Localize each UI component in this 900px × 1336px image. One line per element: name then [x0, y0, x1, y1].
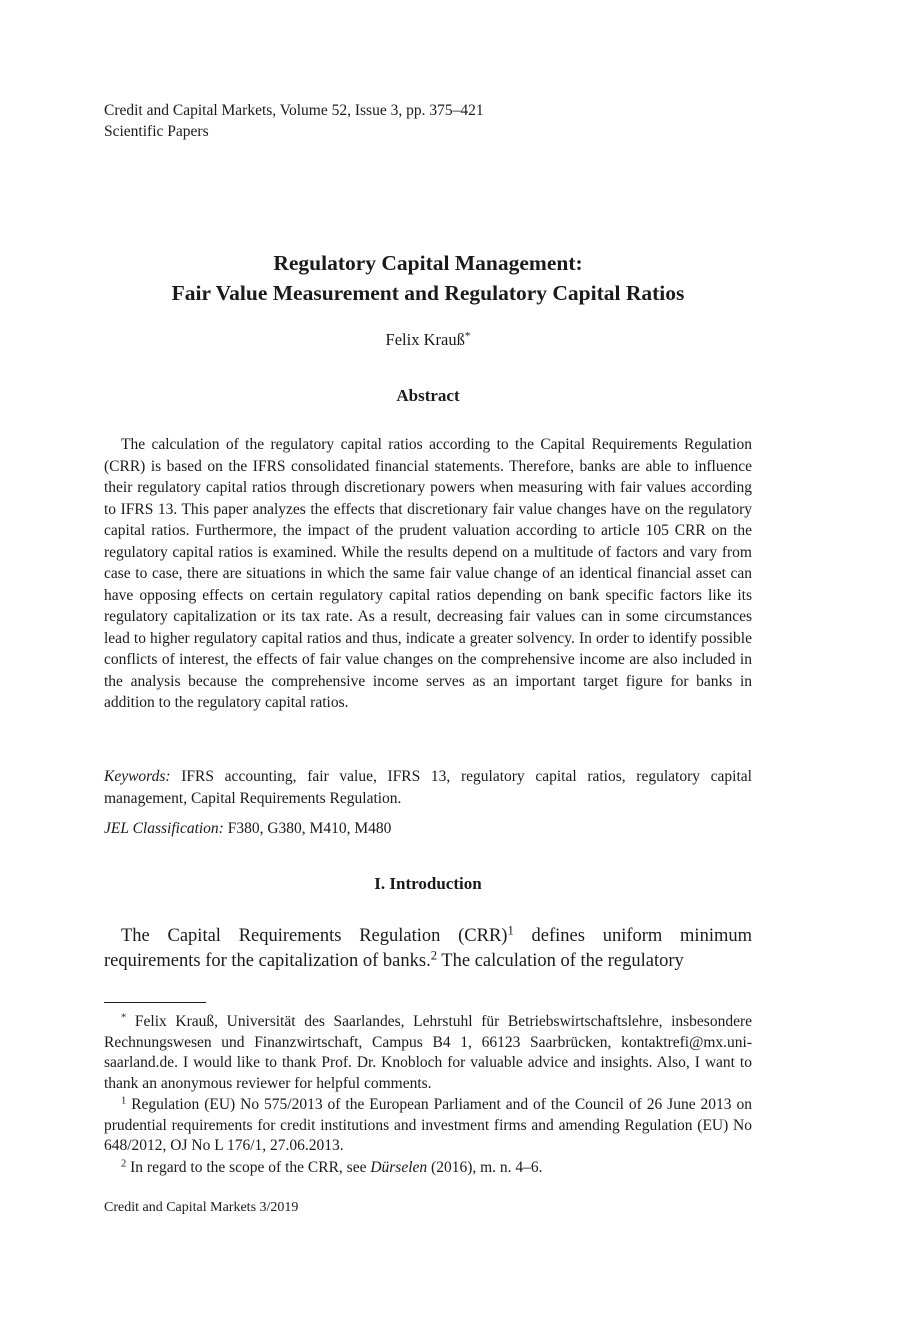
footnote-divider — [104, 1002, 206, 1003]
jel-label: JEL Classification: — [104, 820, 224, 837]
footnote-author — [104, 1012, 752, 1094]
footnote-2 — [104, 1158, 752, 1179]
keywords — [104, 766, 752, 809]
footnote-ref-2: 2 — [430, 948, 438, 963]
intro-text-1: The Capital Requirements Regulation (CRR) — [121, 926, 508, 946]
footnote-mark: * — [121, 1012, 127, 1024]
footnote-ref-1: 1 — [507, 923, 514, 938]
section-heading-introduction: I. Introduction — [374, 874, 482, 893]
footnote-mark: 2 — [121, 1158, 127, 1170]
footnote-text: (2016), m. n. 4–6. — [427, 1158, 543, 1176]
title-line-1: Regulatory Capital Management: — [273, 251, 583, 275]
journal-citation: Credit and Capital Markets, Volume 52, Issue 3, pp. 375–421 — [104, 102, 484, 119]
jel-codes: F380, G380, M410, M480 — [227, 820, 392, 837]
section-type: Scientific Papers — [104, 123, 209, 140]
paper-title — [104, 248, 752, 308]
title-line-2: Fair Value Measurement and Regulatory Capital Ratios — [171, 281, 685, 305]
abstract-heading: Abstract — [396, 386, 460, 405]
running-header — [104, 100, 484, 142]
author-line — [104, 330, 752, 350]
footnotes — [104, 1012, 752, 1179]
jel-classification — [104, 818, 752, 840]
footnote-mark: 1 — [121, 1095, 127, 1107]
author-footnote-mark: * — [464, 330, 471, 343]
author-name: Felix Krauß — [385, 330, 465, 349]
footnote-text: Regulation (EU) No 575/2013 of the European Parliament and of the Council of 26 June 2013 on prudential requirements for credit institutions and investment firms and amending Regulation (EU) No 648/2012, OJ No L 176/1, 27.06.2013. — [104, 1096, 752, 1154]
abstract-text: The calculation of the regulatory capital ratios according to the Capital Requirements Regulation (CRR) is based on the IFRS consolidated financial statements. Therefore, banks are able to influence their regulatory capital ratios through discretionary powers when measuring with fair values according to IFRS 13. This paper analyzes the effects that discretionary fair value changes have on the regulatory capital ratios. Furthermore, the impact of the prudent valuation according to article 105 CRR on the regulatory capital ratios is examined. While the results depend on a multitude of factors and vary from case to case, there are situations in which the same fair value change of an identical financial asset can have opposing effects on certain regulatory capital ratios depending on bank specific factors like its regulatory capitalization or its tax rate. As a result, decreasing fair values can in some circumstances lead to higher regulatory capital ratios and thus, indicate a greater solvency. In order to identify possible conflicts of interest, the effects of fair value changes on the comprehensive income are also included in the analysis because the comprehensive income serves as an important target figure for banks in addition to the regulatory capital ratios. — [104, 436, 752, 711]
intro-text-2: defines uniform minimum requirements for the capitalization of banks. — [104, 926, 752, 971]
footnote-text: In regard to the scope of the CRR, see — [130, 1158, 371, 1176]
intro-text-3: The calculation of the regulatory — [437, 950, 684, 971]
footnote-text: Felix Krauß, Universität des Saarlandes, Lehrstuhl für Betriebswirtschaftslehre, insbesondere Rechnungswesen und Finanzwirtschaft, Campus B4 1, 66123 Saarbrücken, kontaktrefi@mx.uni-saarland.de. I would like to thank Prof. Dr. Knobloch for valuable advice and insights. Also, I want to thank an anonymous reviewer for helpful comments. — [104, 1013, 753, 1092]
footnote-1 — [104, 1095, 752, 1157]
keywords-label: Keywords: — [104, 768, 171, 785]
intro-paragraph — [104, 924, 752, 973]
keywords-text: IFRS accounting, fair value, IFRS 13, regulatory capital ratios, regulatory capital management, Capital Requirements Regulation. — [104, 768, 752, 807]
running-footer: Credit and Capital Markets 3/2019 — [104, 1200, 299, 1215]
cited-author: Dürselen — [370, 1158, 428, 1176]
